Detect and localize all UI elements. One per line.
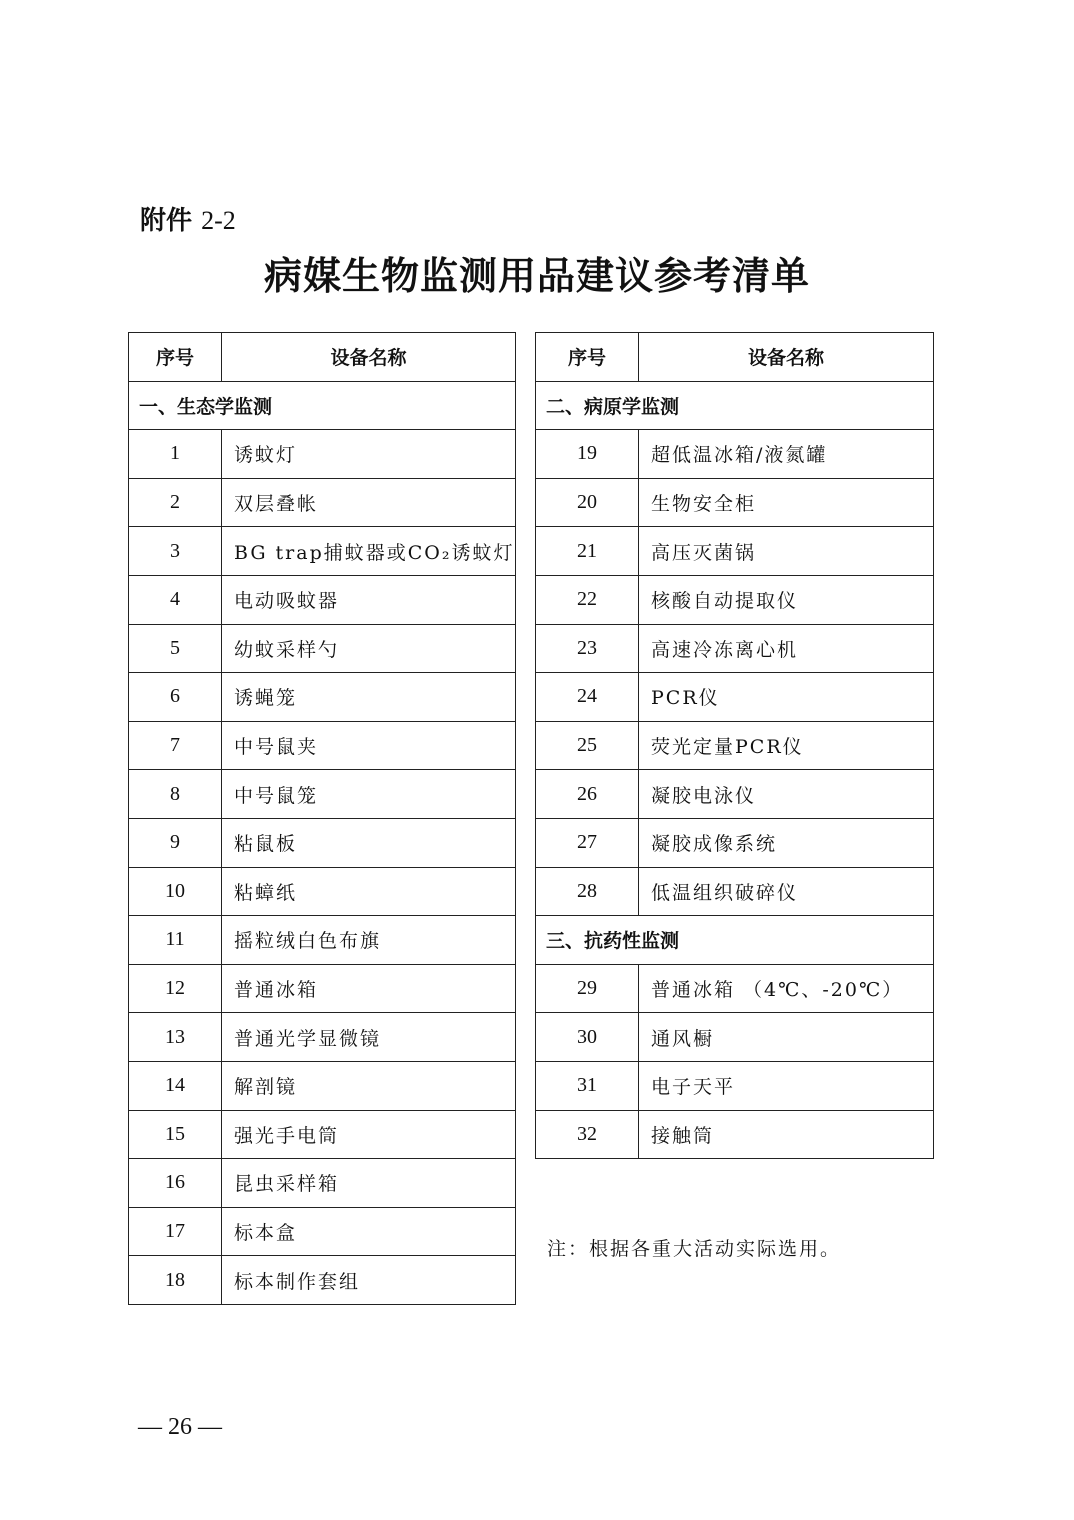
table-row [129,1207,516,1256]
item-name: 粘鼠板 [222,818,516,867]
item-name: 解剖镜 [222,1061,516,1110]
item-name: 昆虫采样箱 [222,1159,516,1208]
item-index: 10 [129,867,222,916]
item-index: 3 [129,527,222,576]
table-row [129,1013,516,1062]
table-row [536,818,934,867]
table-row [129,721,516,770]
table-row [129,1061,516,1110]
section-header-row [536,381,934,430]
table-row [536,1061,934,1110]
item-name: 中号鼠夹 [222,721,516,770]
table-row [129,964,516,1013]
section-title: 二、病原学监测 [536,381,934,430]
table-row [129,624,516,673]
table-row [129,770,516,819]
item-index: 22 [536,575,639,624]
item-index: 32 [536,1110,639,1159]
table-row [536,430,934,479]
item-name: 超低温冰箱/液氮罐 [639,430,934,479]
item-index: 5 [129,624,222,673]
item-index: 13 [129,1013,222,1062]
section-header-row [129,381,516,430]
item-index: 21 [536,527,639,576]
table-row [129,1256,516,1305]
table-row [129,916,516,965]
item-name: 粘蟑纸 [222,867,516,916]
table-row [536,1013,934,1062]
item-index: 28 [536,867,639,916]
item-index: 27 [536,818,639,867]
table-row [536,624,934,673]
table-row [129,1159,516,1208]
item-name: 生物安全柜 [639,478,934,527]
item-name: 核酸自动提取仪 [639,575,934,624]
item-index: 29 [536,964,639,1013]
item-index: 17 [129,1207,222,1256]
item-name: 高压灭菌锅 [639,527,934,576]
selection-note: 注：根据各重大活动实际选用。 [547,1238,842,1260]
table-row [129,867,516,916]
name-column-header: 设备名称 [639,333,934,382]
item-name: 标本盒 [222,1207,516,1256]
item-name: 普通冰箱 （4℃、-20℃） [639,964,934,1013]
table-row [536,964,934,1013]
item-name: 电子天平 [639,1061,934,1110]
item-name: 高速冷冻离心机 [639,624,934,673]
item-index: 26 [536,770,639,819]
item-name: 低温组织破碎仪 [639,867,934,916]
section-title: 三、抗药性监测 [536,916,934,965]
table-row [129,818,516,867]
item-index: 8 [129,770,222,819]
table-row [536,575,934,624]
item-index: 4 [129,575,222,624]
item-name: 电动吸蚊器 [222,575,516,624]
table-row [129,575,516,624]
item-name: 凝胶成像系统 [639,818,934,867]
left-equipment-table [128,332,516,1305]
item-name: 强光手电筒 [222,1110,516,1159]
table-header-row [129,333,516,382]
item-index: 6 [129,673,222,722]
section-header-row [536,916,934,965]
name-column-header: 设备名称 [222,333,516,382]
item-index: 19 [536,430,639,479]
item-name: 凝胶电泳仪 [639,770,934,819]
item-index: 9 [129,818,222,867]
item-name: 接触筒 [639,1110,934,1159]
item-index: 7 [129,721,222,770]
index-column-header: 序号 [536,333,639,382]
table-header-row [536,333,934,382]
item-index: 2 [129,478,222,527]
item-name: 摇粒绒白色布旗 [222,916,516,965]
table-row [536,527,934,576]
table-row [536,478,934,527]
item-index: 11 [129,916,222,965]
item-name: 诱蝇笼 [222,673,516,722]
item-index: 31 [536,1061,639,1110]
item-index: 24 [536,673,639,722]
table-row [129,478,516,527]
section-title: 一、生态学监测 [129,381,516,430]
item-name: 幼蚊采样勺 [222,624,516,673]
table-row [536,673,934,722]
item-name: 中号鼠笼 [222,770,516,819]
item-name: 诱蚊灯 [222,430,516,479]
table-row [536,770,934,819]
attachment-number: 2-2 [201,206,236,235]
item-index: 16 [129,1159,222,1208]
table-row [536,721,934,770]
item-index: 12 [129,964,222,1013]
attachment-label [140,200,236,237]
table-row [536,867,934,916]
document-title: 病媒生物监测用品建议参考清单 [263,253,810,298]
attachment-prefix: 附件 [140,206,193,236]
item-name: 通风橱 [639,1013,934,1062]
item-name: 荧光定量PCR仪 [639,721,934,770]
item-index: 15 [129,1110,222,1159]
item-name: BG trap捕蚊器或CO₂诱蚊灯 [222,527,516,576]
index-column-header: 序号 [129,333,222,382]
table-row [129,1110,516,1159]
table-row [129,527,516,576]
item-index: 20 [536,478,639,527]
item-index: 1 [129,430,222,479]
item-index: 23 [536,624,639,673]
table-row [129,430,516,479]
right-equipment-table [535,332,934,1159]
item-index: 30 [536,1013,639,1062]
item-name: PCR仪 [639,673,934,722]
item-index: 25 [536,721,639,770]
item-name: 标本制作套组 [222,1256,516,1305]
item-index: 18 [129,1256,222,1305]
table-row [536,1110,934,1159]
item-index: 14 [129,1061,222,1110]
page-number: — 26 — [138,1414,222,1440]
item-name: 普通光学显微镜 [222,1013,516,1062]
table-row [129,673,516,722]
item-name: 双层叠帐 [222,478,516,527]
item-name: 普通冰箱 [222,964,516,1013]
